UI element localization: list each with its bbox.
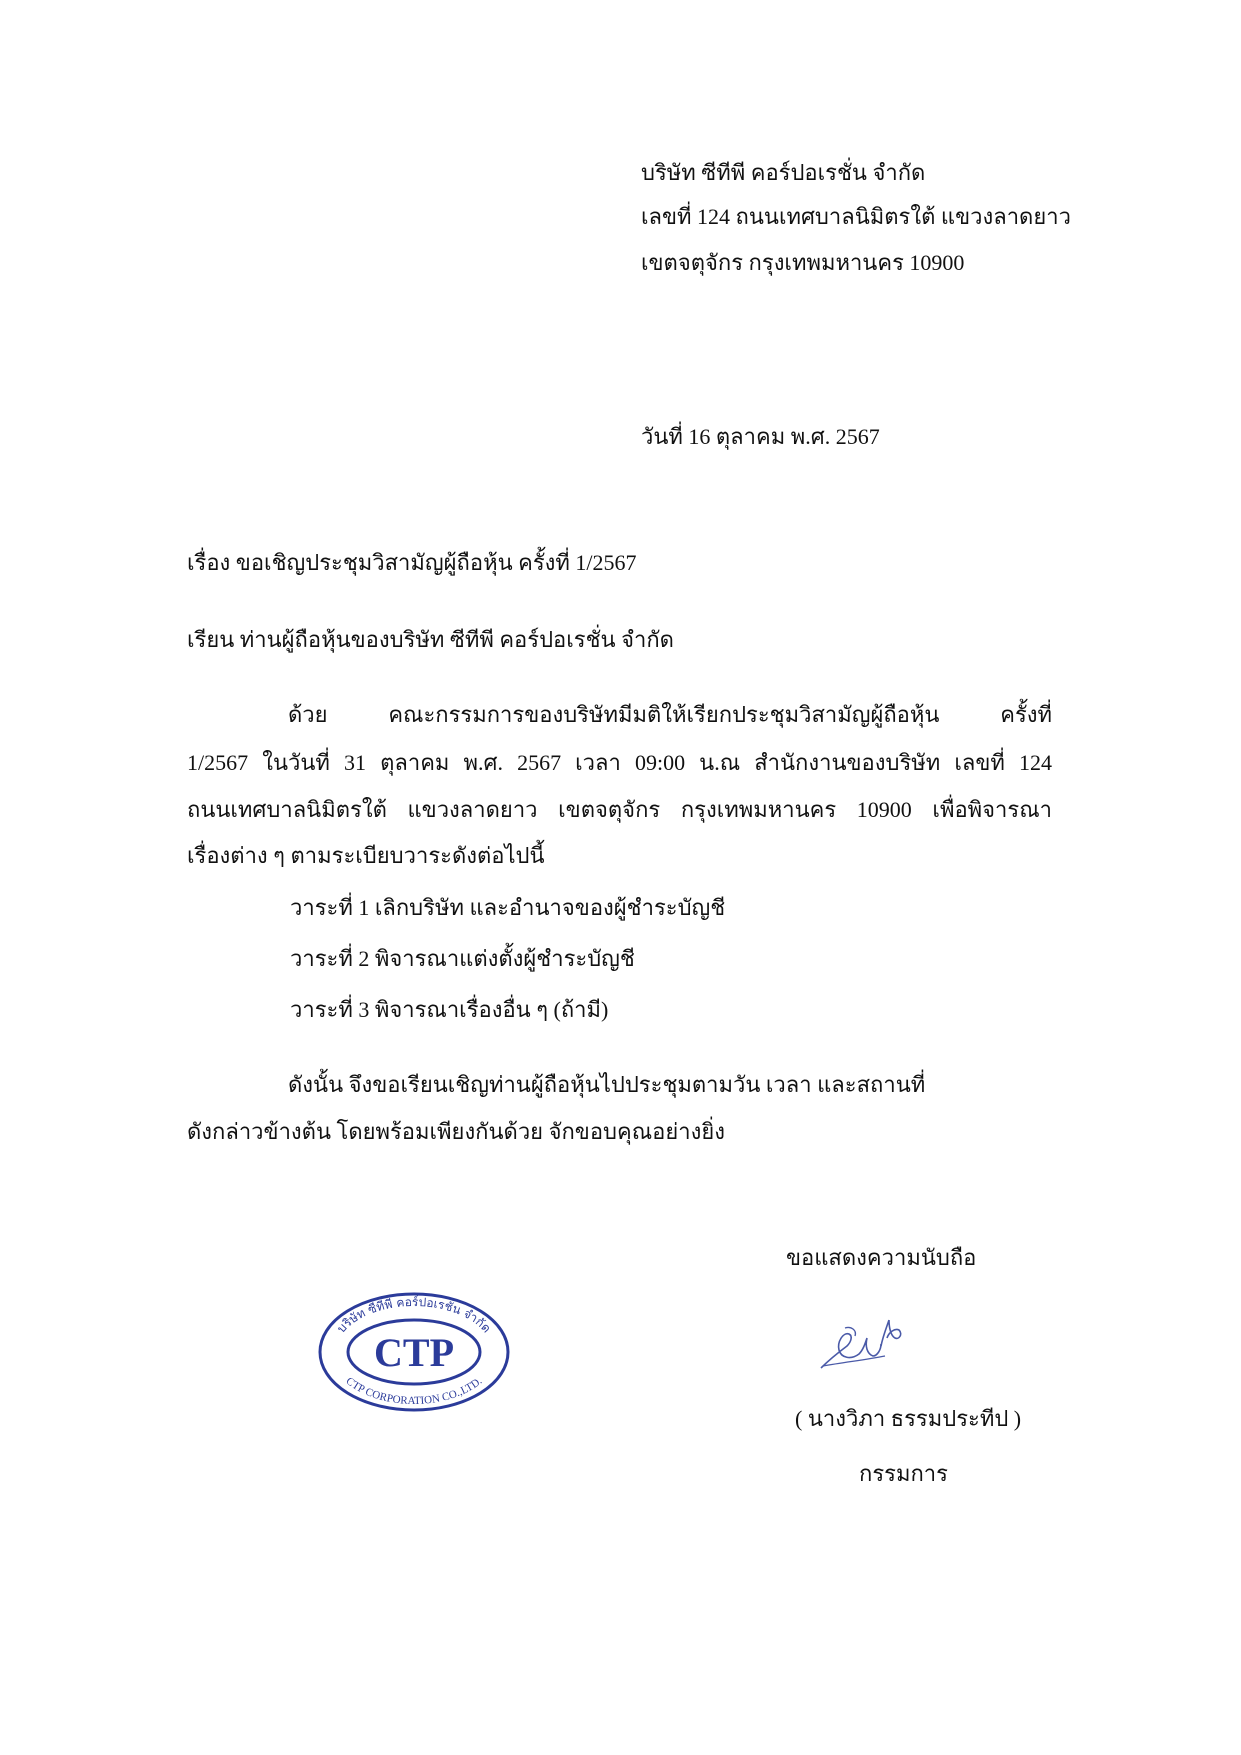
closing-line-1: ดังนั้น จึงขอเรียนเชิญท่านผู้ถือหุ้นไปประชุมตามวัน เวลา และสถานที่ bbox=[288, 1072, 926, 1097]
agenda-item-3: วาระที่ 3 พิจารณาเรื่องอื่น ๆ (ถ้ามี) bbox=[290, 997, 609, 1022]
agenda-item-2: วาระที่ 2 พิจารณาแต่งตั้งผู้ชำระบัญชี bbox=[290, 946, 635, 971]
body-line-3: ถนนเทศบาลนิมิตรใต้ แขวงลาดยาว เขตจตุจักร กรุงเทพมหานคร 10900 เพื่อพิจารณา bbox=[187, 797, 1052, 822]
letter-date: วันที่ 16 ตุลาคม พ.ศ. 2567 bbox=[641, 424, 880, 449]
sender-address-line-2: เขตจตุจักร กรุงเทพมหานคร 10900 bbox=[641, 250, 965, 275]
salutation: ขอแสดงความนับถือ bbox=[786, 1245, 977, 1270]
company-stamp bbox=[316, 1289, 512, 1415]
agenda-item-1: วาระที่ 1 เลิกบริษัท และอำนาจของผู้ชำระบัญชี bbox=[290, 895, 726, 920]
letter-recipient: เรียน ท่านผู้ถือหุ้นของบริษัท ซีทีพี คอร์ปอเรชั่น จำกัด bbox=[187, 627, 674, 652]
closing-line-2: ดังกล่าวข้างต้น โดยพร้อมเพียงกันด้วย จักขอบคุณอย่างยิ่ง bbox=[187, 1119, 725, 1144]
body-line-1: ด้วย คณะกรรมการของบริษัทมีมติให้เรียกประชุมวิสามัญผู้ถือหุ้น ครั้งที่ bbox=[288, 702, 1052, 727]
sender-company: บริษัท ซีทีพี คอร์ปอเรชั่น จำกัด bbox=[641, 160, 926, 185]
stamp-center-text: CTP bbox=[374, 1330, 454, 1375]
signer-position: กรรมการ bbox=[859, 1461, 948, 1486]
sender-address-line-1: เลขที่ 124 ถนนเทศบาลนิมิตรใต้ แขวงลาดยาว bbox=[641, 204, 1071, 229]
signature-image bbox=[815, 1316, 905, 1374]
stamp-bottom-arc-text: CTP CORPORATION CO.,LTD. bbox=[343, 1375, 485, 1408]
letter-subject: เรื่อง ขอเชิญประชุมวิสามัญผู้ถือหุ้น ครั้งที่ 1/2567 bbox=[187, 550, 637, 575]
stamp-top-arc-text: บริษัท ซีทีพี คอร์ปอเรชั่น จำกัด bbox=[334, 1294, 494, 1336]
body-line-2: 1/2567 ในวันที่ 31 ตุลาคม พ.ศ. 2567 เวลา 09:00 น.ณ สำนักงานของบริษัท เลขที่ 124 bbox=[187, 750, 1052, 775]
signer-name: ( นางวิภา ธรรมประทีป ) bbox=[795, 1406, 1022, 1431]
body-line-4: เรื่องต่าง ๆ ตามระเบียบวาระดังต่อไปนี้ bbox=[187, 843, 545, 868]
